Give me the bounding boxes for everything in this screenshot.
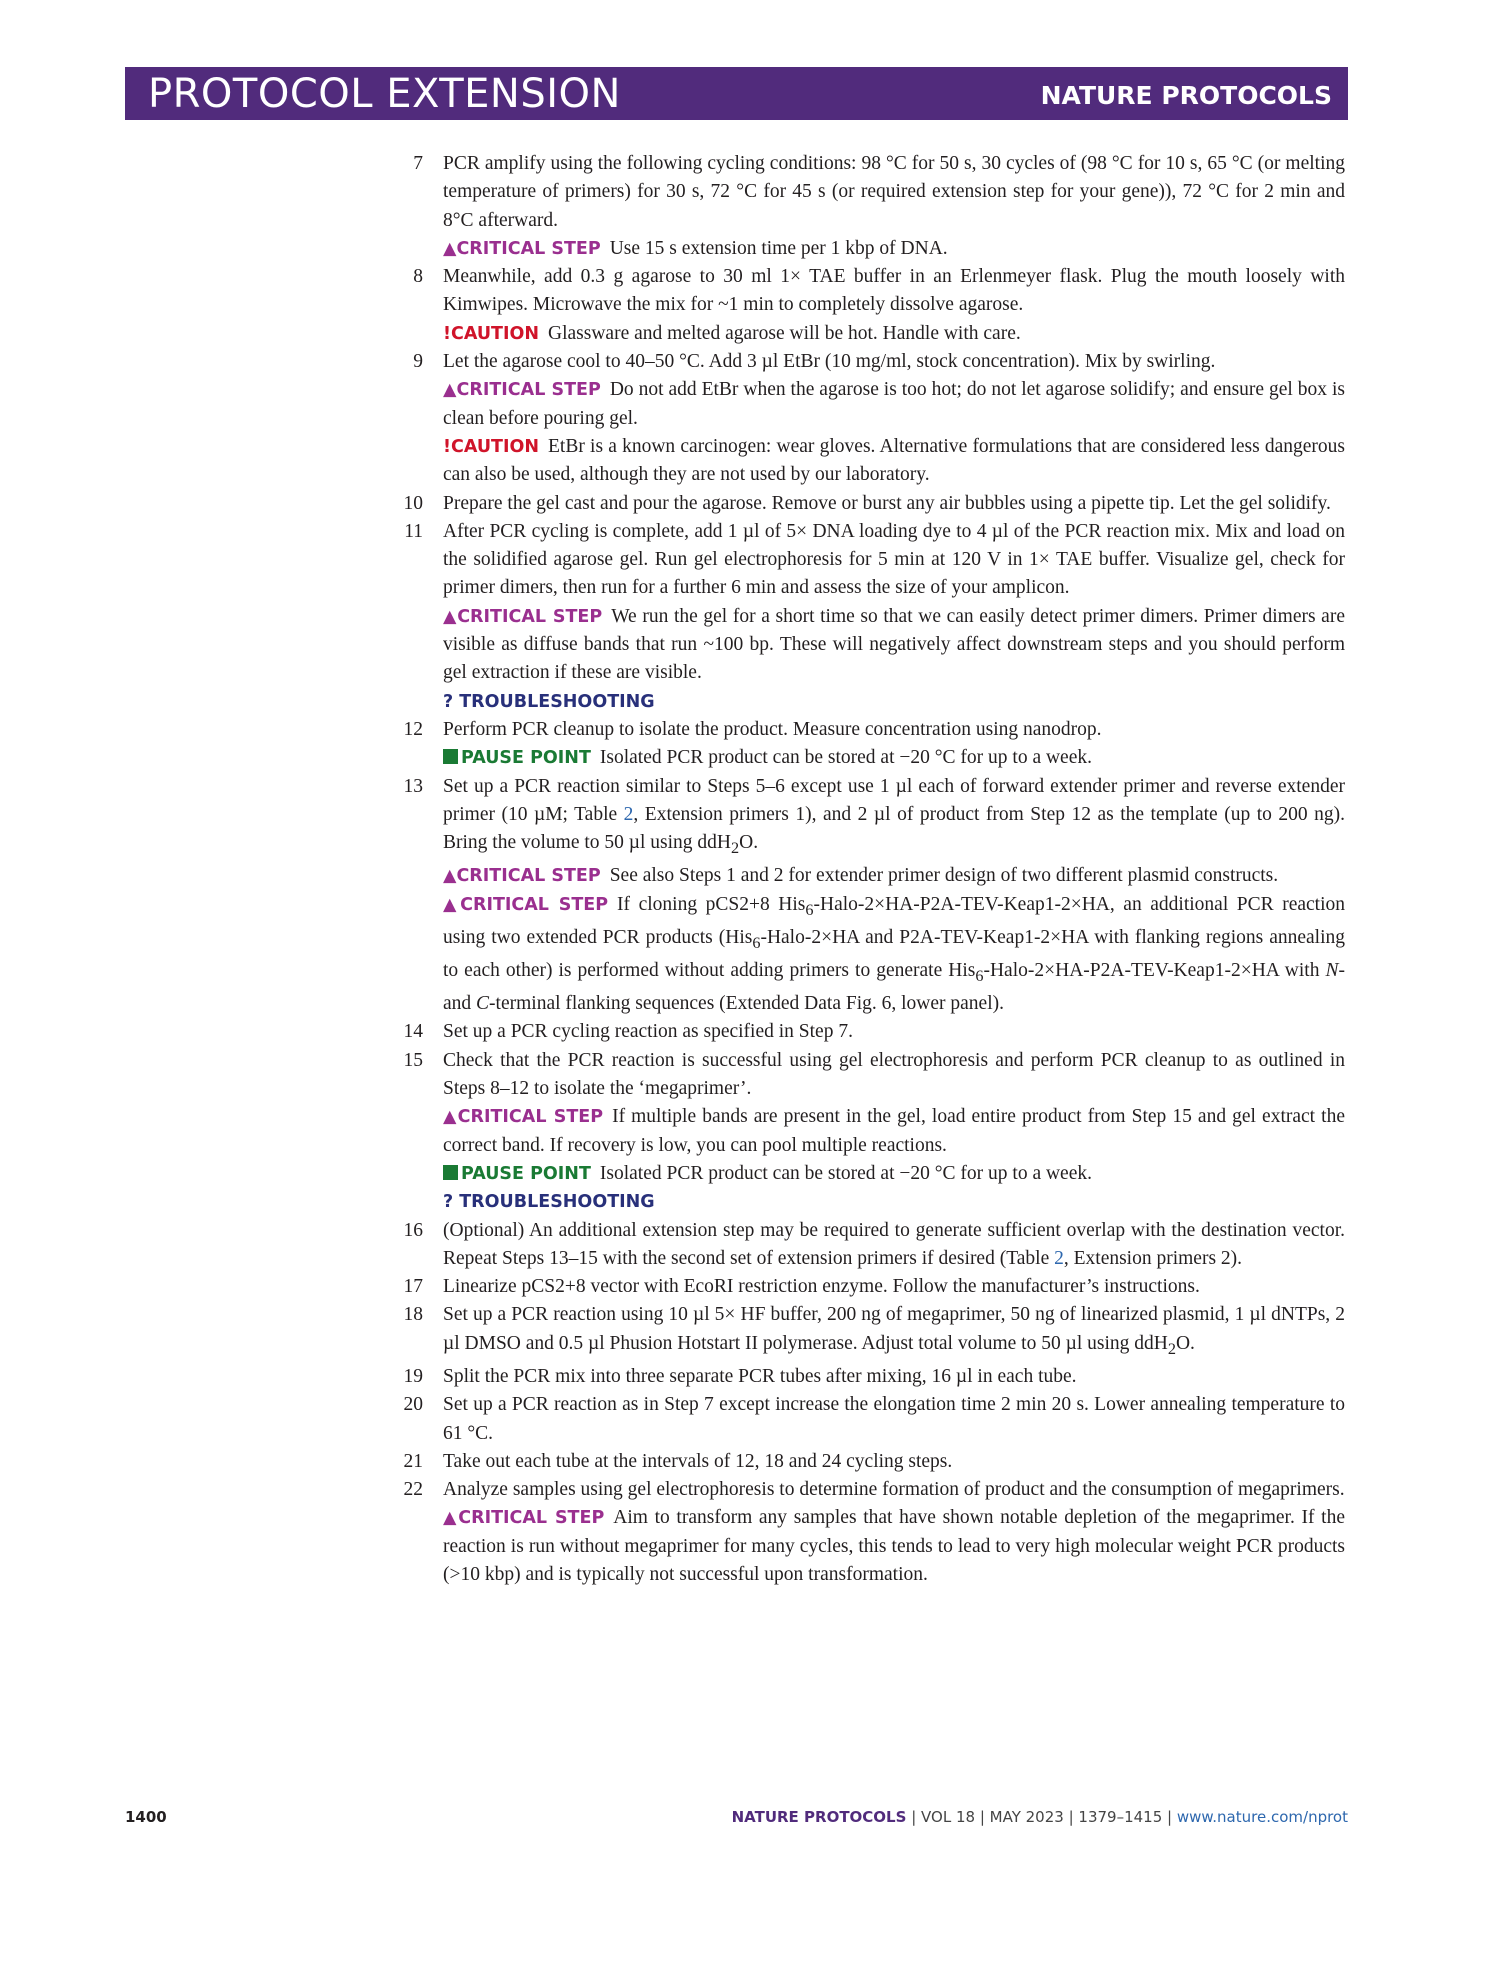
step-number: 13 — [403, 775, 423, 797]
step-number: 8 — [413, 266, 423, 288]
note-text: Glassware and melted agarose will be hot. Handle with care. — [548, 322, 1021, 344]
step-21 — [395, 1448, 1345, 1476]
step-13 — [395, 773, 1345, 1019]
note-text: See also Steps 1 and 2 for extender primer design of two different plasmid constructs. — [609, 865, 1279, 887]
step-number: 18 — [403, 1304, 423, 1326]
caution-label: !CAUTION — [443, 436, 540, 457]
step-text: Take out each tube at the intervals of 12, 18 and 24 cycling steps. — [443, 1450, 953, 1472]
step-text: After PCR cycling is complete, add 1 µl of 5× DNA loading dye to 4 µl of the PCR reaction mix. Mix and load on the solidified agarose gel. Run gel electrophoresis for 5 min at 120 V in 1× TAE buffer. Visualize gel, check for primer dimers, then run for a further 6 min and assess the size of your amplicon. — [443, 520, 1345, 599]
step-9 — [395, 348, 1345, 489]
step-text: Let the agarose cool to 40–50 °C. Add 3 µl EtBr (10 mg/ml, stock concentration). Mix by swirling. — [443, 351, 1216, 373]
step-number: 19 — [403, 1365, 423, 1387]
critical-step-note — [443, 235, 1345, 263]
step-text: Linearize pCS2+8 vector with EcoRI restriction enzyme. Follow the manufacturer’s instructions. — [443, 1276, 1200, 1298]
step-7 — [395, 150, 1345, 263]
step-text: Perform PCR cleanup to isolate the product. Measure concentration using nanodrop. — [443, 718, 1102, 740]
step-text: O. — [1175, 1332, 1195, 1354]
step-14 — [395, 1018, 1345, 1046]
note-text: If cloning pCS2+8 His — [617, 893, 806, 915]
pause-point-note — [443, 744, 1345, 772]
caution-label: !CAUTION — [443, 323, 540, 344]
step-number: 20 — [403, 1394, 423, 1416]
separator: | — [906, 1808, 922, 1826]
step-text: Set up a PCR reaction similar to Steps 5–6 except use 1 µl each of forward extender primer and reverse extender primer (10 µM; Table — [443, 775, 1345, 825]
step-20 — [395, 1391, 1345, 1448]
step-number: 22 — [403, 1479, 423, 1501]
step-text: (Optional) An additional extension step may be required to generate sufficient overlap with the destination vector. Repeat Steps 13–15 with the second set of extension primers if desired (Table — [443, 1219, 1345, 1269]
step-number: 7 — [413, 153, 423, 174]
subscript: 6 — [975, 966, 984, 985]
step-text: , Extension primers 1), and 2 µl of product from Step 12 as the template (up to 200 ng). Bring the volume to 50 µl using ddH — [443, 803, 1345, 854]
critical-step-label: ▲CRITICAL STEP — [443, 238, 601, 259]
step-number: 11 — [404, 520, 423, 542]
step-number: 16 — [403, 1219, 423, 1241]
footer-journal: NATURE PROTOCOLS — [731, 1808, 907, 1826]
step-text: Analyze samples using gel electrophoresis to determine formation of product and the consumption of megaprimers. — [443, 1479, 1345, 1501]
troubleshooting-note — [443, 688, 1345, 716]
step-19 — [395, 1363, 1345, 1391]
troubleshooting-label[interactable]: ? TROUBLESHOOTING — [443, 1192, 655, 1213]
critical-step-label: ▲CRITICAL STEP — [443, 1107, 604, 1128]
critical-step-note — [443, 376, 1345, 433]
step-number: 10 — [403, 492, 423, 514]
page-range: 1379–1415 — [1078, 1808, 1163, 1826]
step-number: 21 — [403, 1450, 423, 1472]
step-15 — [395, 1047, 1345, 1217]
page-number: 1400 — [125, 1808, 167, 1826]
procedure-body — [395, 150, 1345, 1589]
pause-point-note — [443, 1160, 1345, 1188]
note-text: Aim to transform any samples that have shown notable depletion of the megaprimer. If the reaction is run without megaprimer for many cycles, this tends to lead to very high molecular weight PCR products (>10 kbp) and is typically not successful upon transformation. — [443, 1507, 1345, 1585]
table-link[interactable]: 2 — [1054, 1247, 1064, 1269]
critical-step-note — [443, 891, 1345, 1019]
step-10 — [395, 490, 1345, 518]
note-text: Use 15 s extension time per 1 kbp of DNA. — [609, 237, 948, 259]
critical-step-label: ▲CRITICAL STEP — [443, 866, 601, 887]
journal-url-link[interactable]: www.nature.com/nprot — [1176, 1808, 1348, 1826]
step-number: 9 — [413, 351, 423, 373]
note-text: Do not add EtBr when the agarose is too hot; do not let agarose solidify; and ensure gel box is clean before pouring gel. — [443, 379, 1345, 429]
section-title: PROTOCOL EXTENSION — [148, 71, 621, 117]
critical-step-note — [443, 603, 1345, 688]
step-text: Prepare the gel cast and pour the agarose. Remove or burst any air bubbles using a pipette tip. Let the gel solidify. — [443, 492, 1331, 514]
pause-square-icon — [443, 1165, 458, 1180]
step-number: 15 — [403, 1049, 423, 1071]
troubleshooting-label[interactable]: ? TROUBLESHOOTING — [443, 691, 655, 712]
critical-step-label: ▲CRITICAL STEP — [443, 606, 603, 627]
separator: | — [975, 1808, 990, 1826]
note-text: If multiple bands are present in the gel, load entire product from Step 15 and gel extract the correct band. If recovery is low, you can pool multiple reactions. — [443, 1106, 1345, 1156]
note-text: Isolated PCR product can be stored at −20 °C for up to a week. — [599, 747, 1092, 769]
pause-square-icon — [443, 749, 458, 764]
troubleshooting-note — [443, 1188, 1345, 1216]
journal-name: NATURE PROTOCOLS — [1040, 81, 1332, 110]
step-text: PCR amplify using the following cycling conditions: 98 °C for 50 s, 30 cycles of (98 °C for 10 s, 65 °C (or melting temperature of primers) for 30 s, 72 °C for 45 s (or required extension step for your gene)), 72 °C for 2 min and 8°C afterward. — [443, 153, 1345, 231]
step-16 — [395, 1217, 1345, 1274]
critical-step-label: ▲CRITICAL STEP — [443, 1508, 605, 1529]
step-11 — [395, 518, 1345, 716]
subscript: 6 — [805, 900, 814, 919]
step-text: O. — [739, 832, 759, 854]
subscript: 2 — [731, 839, 740, 858]
step-text: Set up a PCR reaction as in Step 7 except increase the elongation time 2 min 20 s. Lower annealing temperature to 61 °C. — [443, 1394, 1345, 1444]
note-text: -Halo-2×HA-P2A-TEV-Keap1-2×HA, an additional PCR reaction using two extended PCR products (His — [443, 893, 1345, 948]
header-banner — [125, 67, 1348, 120]
step-8 — [395, 263, 1345, 348]
step-number: 17 — [403, 1276, 423, 1298]
note-text: EtBr is a known carcinogen: wear gloves. Alternative formulations that are considered less dangerous can also be used, although they are not used by our laboratory. — [443, 435, 1345, 486]
citation — [732, 1808, 1348, 1826]
step-number: 14 — [403, 1021, 423, 1043]
subscript: 2 — [1167, 1339, 1176, 1358]
note-text: We run the gel for a short time so that we can easily detect primer dimers. Primer dimers are visible as diffuse bands that run ~100 bp. These will negatively affect downstream steps and you should perform gel extraction if these are visible. — [443, 605, 1345, 684]
separator: | — [1162, 1808, 1177, 1826]
italic-term: N — [1325, 959, 1339, 981]
step-number: 12 — [403, 718, 423, 740]
step-text: Check that the PCR reaction is successful using gel electrophoresis and perform PCR cleanup to as outlined in Steps 8–12 to isolate the ‘megaprimer’. — [443, 1049, 1345, 1100]
issue-date: MAY 2023 — [989, 1808, 1064, 1826]
caution-note — [443, 433, 1345, 490]
caution-note — [443, 320, 1345, 348]
critical-step-note — [443, 1504, 1345, 1589]
step-text: Set up a PCR reaction using 10 µl 5× HF buffer, 200 ng of megaprimer, 50 ng of linearized plasmid, 1 µl dNTPs, 2 µl DMSO and 0.5 µl Phusion Hotstart II polymerase. Adjust total volume to 50 µl using ddH — [443, 1304, 1345, 1354]
step-12 — [395, 716, 1345, 773]
table-link[interactable]: 2 — [623, 803, 634, 825]
pause-point-label: PAUSE POINT — [461, 748, 591, 769]
step-18 — [395, 1301, 1345, 1362]
separator: | — [1063, 1808, 1079, 1826]
note-text: -Halo-2×HA and P2A-TEV-Keap1-2×HA with flanking regions annealing to each other) is performed without adding primers to generate His — [443, 926, 1345, 981]
subscript: 6 — [752, 933, 761, 952]
step-text: , Extension primers 2). — [1063, 1247, 1243, 1269]
volume: VOL 18 — [921, 1808, 976, 1826]
pause-point-label: PAUSE POINT — [461, 1163, 591, 1184]
step-17 — [395, 1273, 1345, 1301]
critical-step-note — [443, 1103, 1345, 1160]
step-text: Meanwhile, add 0.3 g agarose to 30 ml 1× TAE buffer in an Erlenmeyer flask. Plug the mouth loosely with Kimwipes. Microwave the mix for ~1 min to completely dissolve agarose. — [443, 266, 1345, 316]
step-text: Set up a PCR cycling reaction as specified in Step 7. — [443, 1021, 853, 1043]
note-text: -Halo-2×HA-P2A-TEV-Keap1-2×HA with — [983, 959, 1326, 981]
critical-step-note — [443, 862, 1345, 890]
note-text: -terminal flanking sequences (Extended Data Fig. 6, lower panel). — [489, 993, 1004, 1015]
note-text: - and — [443, 959, 1346, 1015]
step-text: Split the PCR mix into three separate PCR tubes after mixing, 16 µl in each tube. — [443, 1365, 1077, 1387]
step-22 — [395, 1476, 1345, 1589]
italic-term: C — [476, 993, 490, 1015]
critical-step-label: ▲CRITICAL STEP — [443, 894, 609, 915]
critical-step-label: ▲CRITICAL STEP — [443, 380, 601, 401]
note-text: Isolated PCR product can be stored at −20 °C for up to a week. — [599, 1162, 1092, 1184]
